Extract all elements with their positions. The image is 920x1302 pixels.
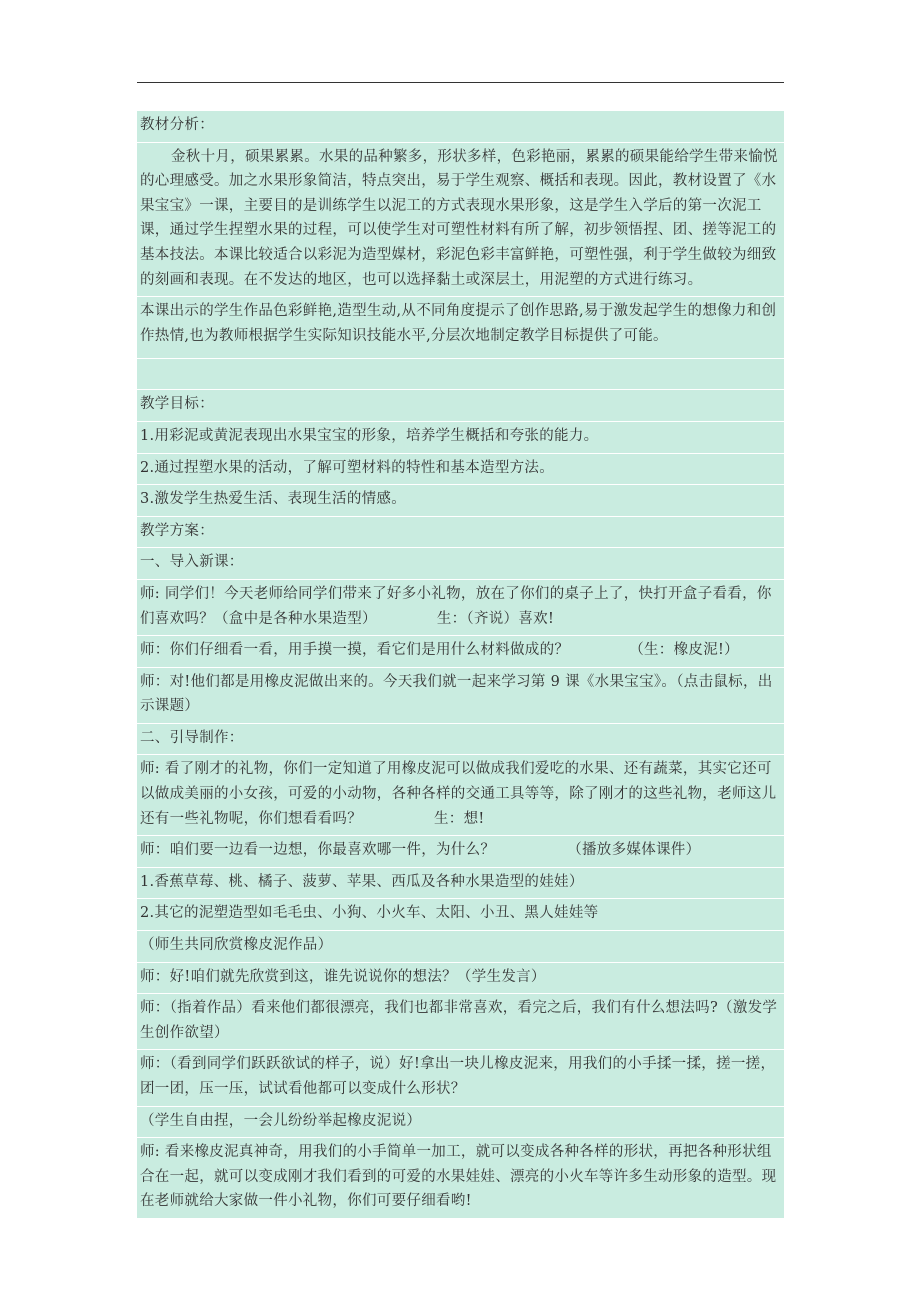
teacher-line: 师：你们仔细看一看，用手摸一摸，看它们是用什么材料做成的？ — [140, 642, 570, 659]
dialog-gift-intro — [137, 580, 784, 636]
teacher-line: 师: 看了刚才的礼物，你们一定知道了用橡皮泥可以做成我们爱吃的水果、还有蔬菜，其实它还可以做成美丽的小女孩，可爱的小动物，各种各样的交通工具等等，除了刚才的这些礼物，老师这儿还有一些礼物呢，你们想看看吗？ — [140, 761, 777, 827]
lesson-plan-body — [137, 111, 784, 1219]
goal-item-2: 2.通过捏塑水果的活动，了解可塑材料的特性和基本造型方法。 — [137, 454, 784, 486]
dialog-lesson-title: 师：对!他们都是用橡皮泥做出来的。今天我们就一起来学习第 9 课《水果宝宝》。（点击鼠标，出示课题） — [137, 668, 784, 724]
plan-heading: 教学方案： — [137, 517, 784, 549]
student-line: （生：橡皮泥!） — [629, 642, 739, 659]
part1-heading: 一、导入新课： — [137, 548, 784, 580]
dialog-creative-desire: 师：（指着作品）看来他们都很漂亮，我们也都非常喜欢，看完之后，我们有什么想法吗?（激发学生创作欲望） — [137, 994, 784, 1050]
dialog-magic-clay: 师: 看来橡皮泥真神奇，用我们的小手简单一加工，就可以变成各种各样的形状，再把各种形状组合在一起，就可以变成刚才我们看到的可爱的水果娃娃、漂亮的小火车等许多生动形象的造型。现在老师就给大家做一件小礼物，你们可要仔细看哟! — [137, 1138, 784, 1219]
goal-item-1: 1.用彩泥或黄泥表现出水果宝宝的形象，培养学生概括和夸张的能力。 — [137, 422, 784, 454]
student-line: 生：（齐说）喜欢! — [436, 610, 555, 627]
dialog-watch-and-think — [137, 836, 784, 868]
part2-heading: 二、引导制作： — [137, 724, 784, 756]
dialog-share-ideas: 师：好!咱们就先欣赏到这，谁先说说你的想法？（学生发言） — [137, 963, 784, 995]
appreciation-note: （师生共同欣赏橡皮泥作品） — [137, 931, 784, 963]
goals-heading: 教学目标： — [137, 390, 784, 422]
showcase-list-item-2: 2.其它的泥塑造型如毛毛虫、小狗、小火车、太阳、小丑、黑人娃娃等 — [137, 899, 784, 931]
showcase-list-item-1: 1.香蕉草莓、桃、橘子、菠萝、苹果、西瓜及各种水果造型的娃娃） — [137, 868, 784, 900]
teacher-line: 师：咱们要一边看一边想，你最喜欢哪一件，为什么？ — [140, 842, 496, 859]
dialog-try-shaping: 师：（看到同学们跃跃欲试的样子，说）好!拿出一块儿橡皮泥来，用我们的小手揉一揉，搓一搓，团一团，压一压，试试看他都可以变成什么形状？ — [137, 1050, 784, 1106]
teacher-line: 师: 同学们！今天老师给同学们带来了好多小礼物，放在了你们的桌子上了，快打开盒子看看，你们喜欢吗？（盒中是各种水果造型） — [140, 585, 772, 627]
goal-item-3: 3.激发学生热爱生活、表现生活的情感。 — [137, 485, 784, 517]
dialog-more-gifts — [137, 755, 784, 836]
student-line: 生：想! — [434, 810, 485, 827]
media-note: （播放多媒体课件） — [567, 842, 701, 859]
free-shaping-note: （学生自由捏，一会儿纷纷举起橡皮泥说） — [137, 1107, 784, 1139]
dialog-material-question — [137, 636, 784, 668]
section-spacer — [137, 359, 784, 390]
material-heading: 教材分析： — [137, 111, 784, 143]
material-paragraph-1: 金秋十月，硕果累累。水果的品种繁多，形状多样，色彩艳丽，累累的硕果能给学生带来愉悦的心理感受。加之水果形象简洁，特点突出，易于学生观察、概括和表现。因此，教材设置了《水果宝宝》一课，主要目的是训练学生以泥工的方式表现水果形象，这是学生入学后的第一次泥工课，通过学生捏塑水果的过程，可以使学生对可塑性材料有所了解，初步领悟捏、团、搓等泥工的基本技法。本课比较适合以彩泥为造型媒材，彩泥色彩丰富鲜艳，可塑性强，利于学生做较为细致的刻画和表现。在不发达的地区，也可以选择黏土或深层土，用泥塑的方式进行练习。 — [137, 143, 784, 298]
header-rule — [137, 82, 784, 83]
material-paragraph-2: 本课出示的学生作品色彩鲜艳,造型生动,从不同角度提示了创作思路,易于激发起学生的想像力和创作热情,也为教师根据学生实际知识技能水平,分层次地制定教学目标提供了可能。 — [137, 297, 784, 359]
